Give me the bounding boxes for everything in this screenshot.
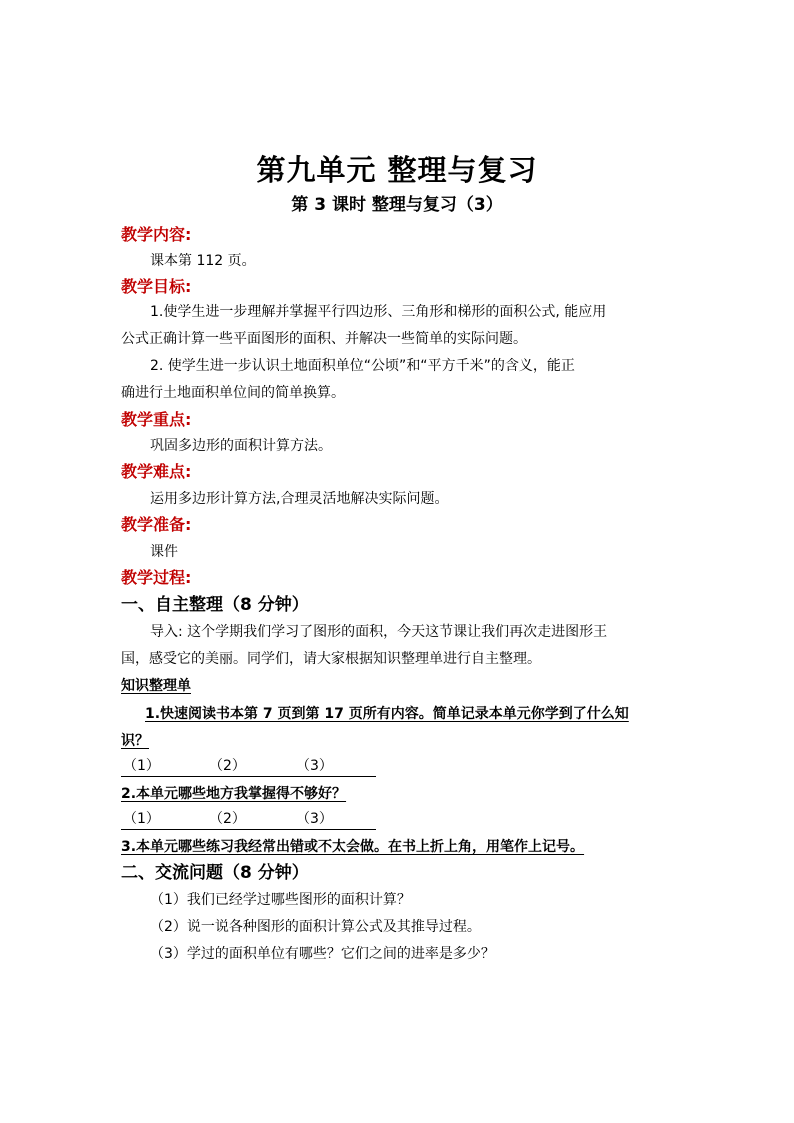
- goal-2-line-1: 2. 使学生进一步认识土地面积单位“公顷”和“平方千米”的含义，能正: [150, 358, 575, 374]
- question-1-answer-blanks[interactable]: [121, 756, 376, 777]
- part-1-intro-line-2: 国，感受它的美丽。同学们，请大家根据知识整理单进行自主整理。: [121, 651, 541, 667]
- goal-1-line-1: 1.使学生进一步理解并掌握平行四边形、三角形和梯形的面积公式, 能应用: [150, 304, 607, 320]
- content-heading: 教学内容:: [121, 225, 192, 244]
- difficulty-heading: 教学难点:: [121, 462, 192, 481]
- key-heading: 教学重点:: [121, 410, 192, 429]
- goal-2-line-2: 确进行土地面积单位间的简单换算。: [121, 385, 345, 401]
- blank-label-2: （2）: [209, 811, 246, 827]
- question-1-line-1: 1.快速阅读书本第 7 页到第 17 页所有内容。简单记录本单元你学到了什么知: [145, 706, 629, 722]
- page-title: 第九单元 整理与复习: [256, 153, 538, 187]
- question-2: 2.本单元哪些地方我掌握得不够好？: [121, 786, 347, 802]
- discussion-item-1: （1）我们已经学过哪些图形的面积计算？: [150, 892, 411, 908]
- part-1-intro-line-1: 导入: 这个学期我们学习了图形的面积，今天这节课让我们再次走进图形王: [150, 624, 608, 640]
- blank-label-3: （3）: [296, 811, 333, 827]
- goals-heading: 教学目标:: [121, 277, 192, 296]
- blank-label-2: （2）: [209, 758, 246, 774]
- prep-text: 课件: [150, 544, 178, 560]
- question-1-line-2: 识？: [121, 733, 149, 749]
- blank-label-3: （3）: [296, 758, 333, 774]
- goal-1-line-2: 公式正确计算一些平面图形的面积、并解决一些简单的实际问题。: [121, 331, 527, 347]
- blank-label-1: （1）: [123, 758, 160, 774]
- discussion-item-3: （3）学过的面积单位有哪些？它们之间的进率是多少？: [150, 946, 495, 962]
- knowledge-sheet-title: 知识整理单: [121, 678, 191, 694]
- prep-heading: 教学准备:: [121, 515, 192, 534]
- question-2-answer-blanks[interactable]: [121, 809, 376, 830]
- key-text: 巩固多边形的面积计算方法。: [150, 438, 332, 454]
- content-text: 课本第 112 页。: [150, 253, 256, 269]
- part-2-heading: 二、交流问题（8 分钟）: [121, 863, 309, 883]
- question-3: 3.本单元哪些练习我经常出错或不太会做。在书上折上角，用笔作上记号。: [121, 839, 585, 855]
- process-heading: 教学过程:: [121, 568, 192, 587]
- difficulty-text: 运用多边形计算方法,合理灵活地解决实际问题。: [150, 491, 449, 507]
- discussion-item-2: （2）说一说各种图形的面积计算公式及其推导过程。: [150, 919, 481, 935]
- blank-label-1: （1）: [123, 811, 160, 827]
- part-1-heading: 一、自主整理（8 分钟）: [121, 595, 309, 615]
- lesson-subtitle: 第 3 课时 整理与复习（3）: [291, 195, 503, 215]
